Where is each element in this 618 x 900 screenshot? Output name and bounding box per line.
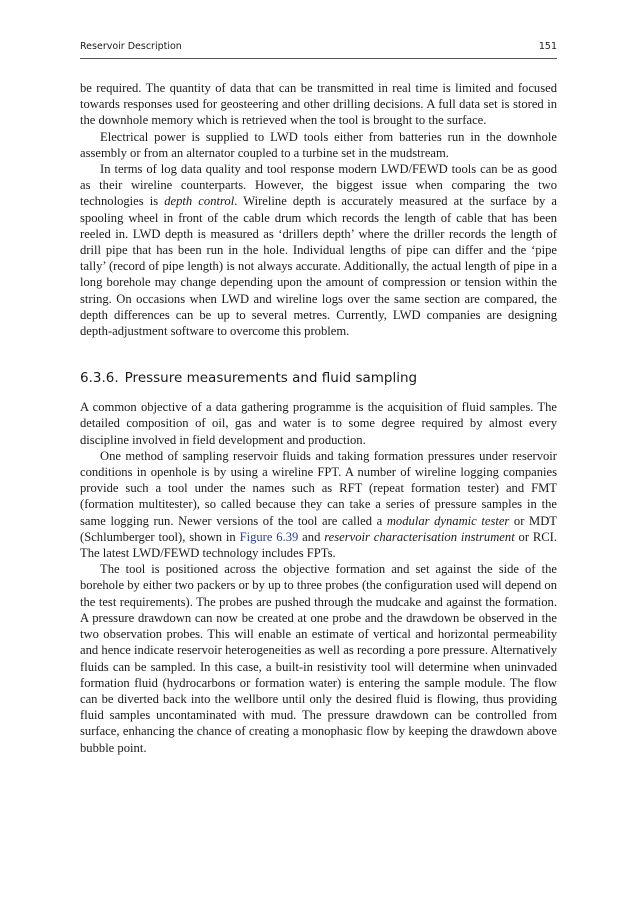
text-span: One method of sampling reservoir fluids and taking formation pressures under reservoir conditions in openhole is by using a wireline FPT. A number of wireline logging companies provide such a tool under the names such as RFT (repeat formation tester) and FMT (formation multitester), so called because they can take a series of pressure samples in the same logging run. Newer versions of the tool are called a <box>80 448 557 528</box>
paragraph-objective: A common objective of a data gathering programme is the acquisition of fluid samples. The detailed composition of oil, gas and water is to some degree required by almost every discipline involved in field development and production. <box>80 400 557 447</box>
term-rci: reservoir characterisation instrument <box>324 529 515 544</box>
paragraph-continuation: be required. The quantity of data that can be transmitted in real time is limited and focused towards responses used for geosteering and other drilling decisions. A full data set is stored in the downhole memory which is retrieved when the tool is brought to the surface. <box>80 81 557 128</box>
page-number: 151 <box>538 41 557 52</box>
figure-link[interactable]: Figure 6.39 <box>239 529 299 544</box>
text-span: In terms of log data quality and tool response modern LWD/FEWD tools can be as good as their wireline counterparts. However, the biggest issue when comparing the two technologies is <box>80 162 557 209</box>
section-heading <box>80 369 557 387</box>
section-title: Pressure measurements and fluid sampling <box>124 370 418 387</box>
text-span: or RCI. The latest LWD/FEWD technology includes FPTs. <box>80 529 558 561</box>
paragraph-power: Electrical power is supplied to LWD tools either from batteries run in the downhole assembly or from an alternator coupled to a turbine set in the mudstream. <box>80 129 557 160</box>
paragraph-tool-positioning: The tool is positioned across the objective formation and set against the side of the borehole by either two packers or by up to three probes (the configuration used will depend on the test requirements). The probes are pushed through the mudcake and against the formation. A pressure drawdown can now be created at one probe and the drawdown be observed in the two observation probes. This will enable an estimate of vertical and horizontal permeability and hence indicate reservoir heterogeneities as well as recording a pore pressure. Alternatively fluids can be sampled. In this case, a built-in resistivity tool will determine when uninvaded formation fluid (hydrocarbons or formation water) is entering the sample module. The flow can be diverted back into the wellbore until only the desired fluid is flowing, thus providing fluid samples uncontaminated with mud. The pressure drawdown can be controlled from surface, enhancing the chance of creating a monophasic flow by keeping the drawdown above bubble point. <box>80 562 557 755</box>
text-span: . Wireline depth is accurately measured at the surface by a spooling wheel in front of the cable drum which records the length of cable that has been reeled in. LWD depth is measured as ‘drillers depth’ where the driller records the length of drill pipe that has been run in the hole. Individual lengths of pipe can differ and the ‘pipe tally’ (record of pipe length) is not always accurate. Additionally, the actual length of pipe in a long borehole may change depending upon the amount of compression or tension within the string. On occasions when LWD and wireline logs over the same section are compared, the depth differences can be up to several metres. Currently, LWD companies are designing depth-adjustment software to overcome this problem. <box>80 194 557 339</box>
term-depth-control: depth control <box>164 194 235 209</box>
page-body <box>80 80 557 756</box>
section-number: 6.3.6. <box>80 370 119 387</box>
text-span: or MDT (Schlumberger tool), shown in <box>80 513 558 544</box>
term-mdt: modular dynamic tester <box>386 513 510 528</box>
text-span: and <box>298 529 325 544</box>
paragraph-depth-control <box>80 161 557 339</box>
paragraph-fpt <box>80 448 557 561</box>
running-title: Reservoir Description <box>80 41 182 52</box>
running-header <box>80 40 557 59</box>
